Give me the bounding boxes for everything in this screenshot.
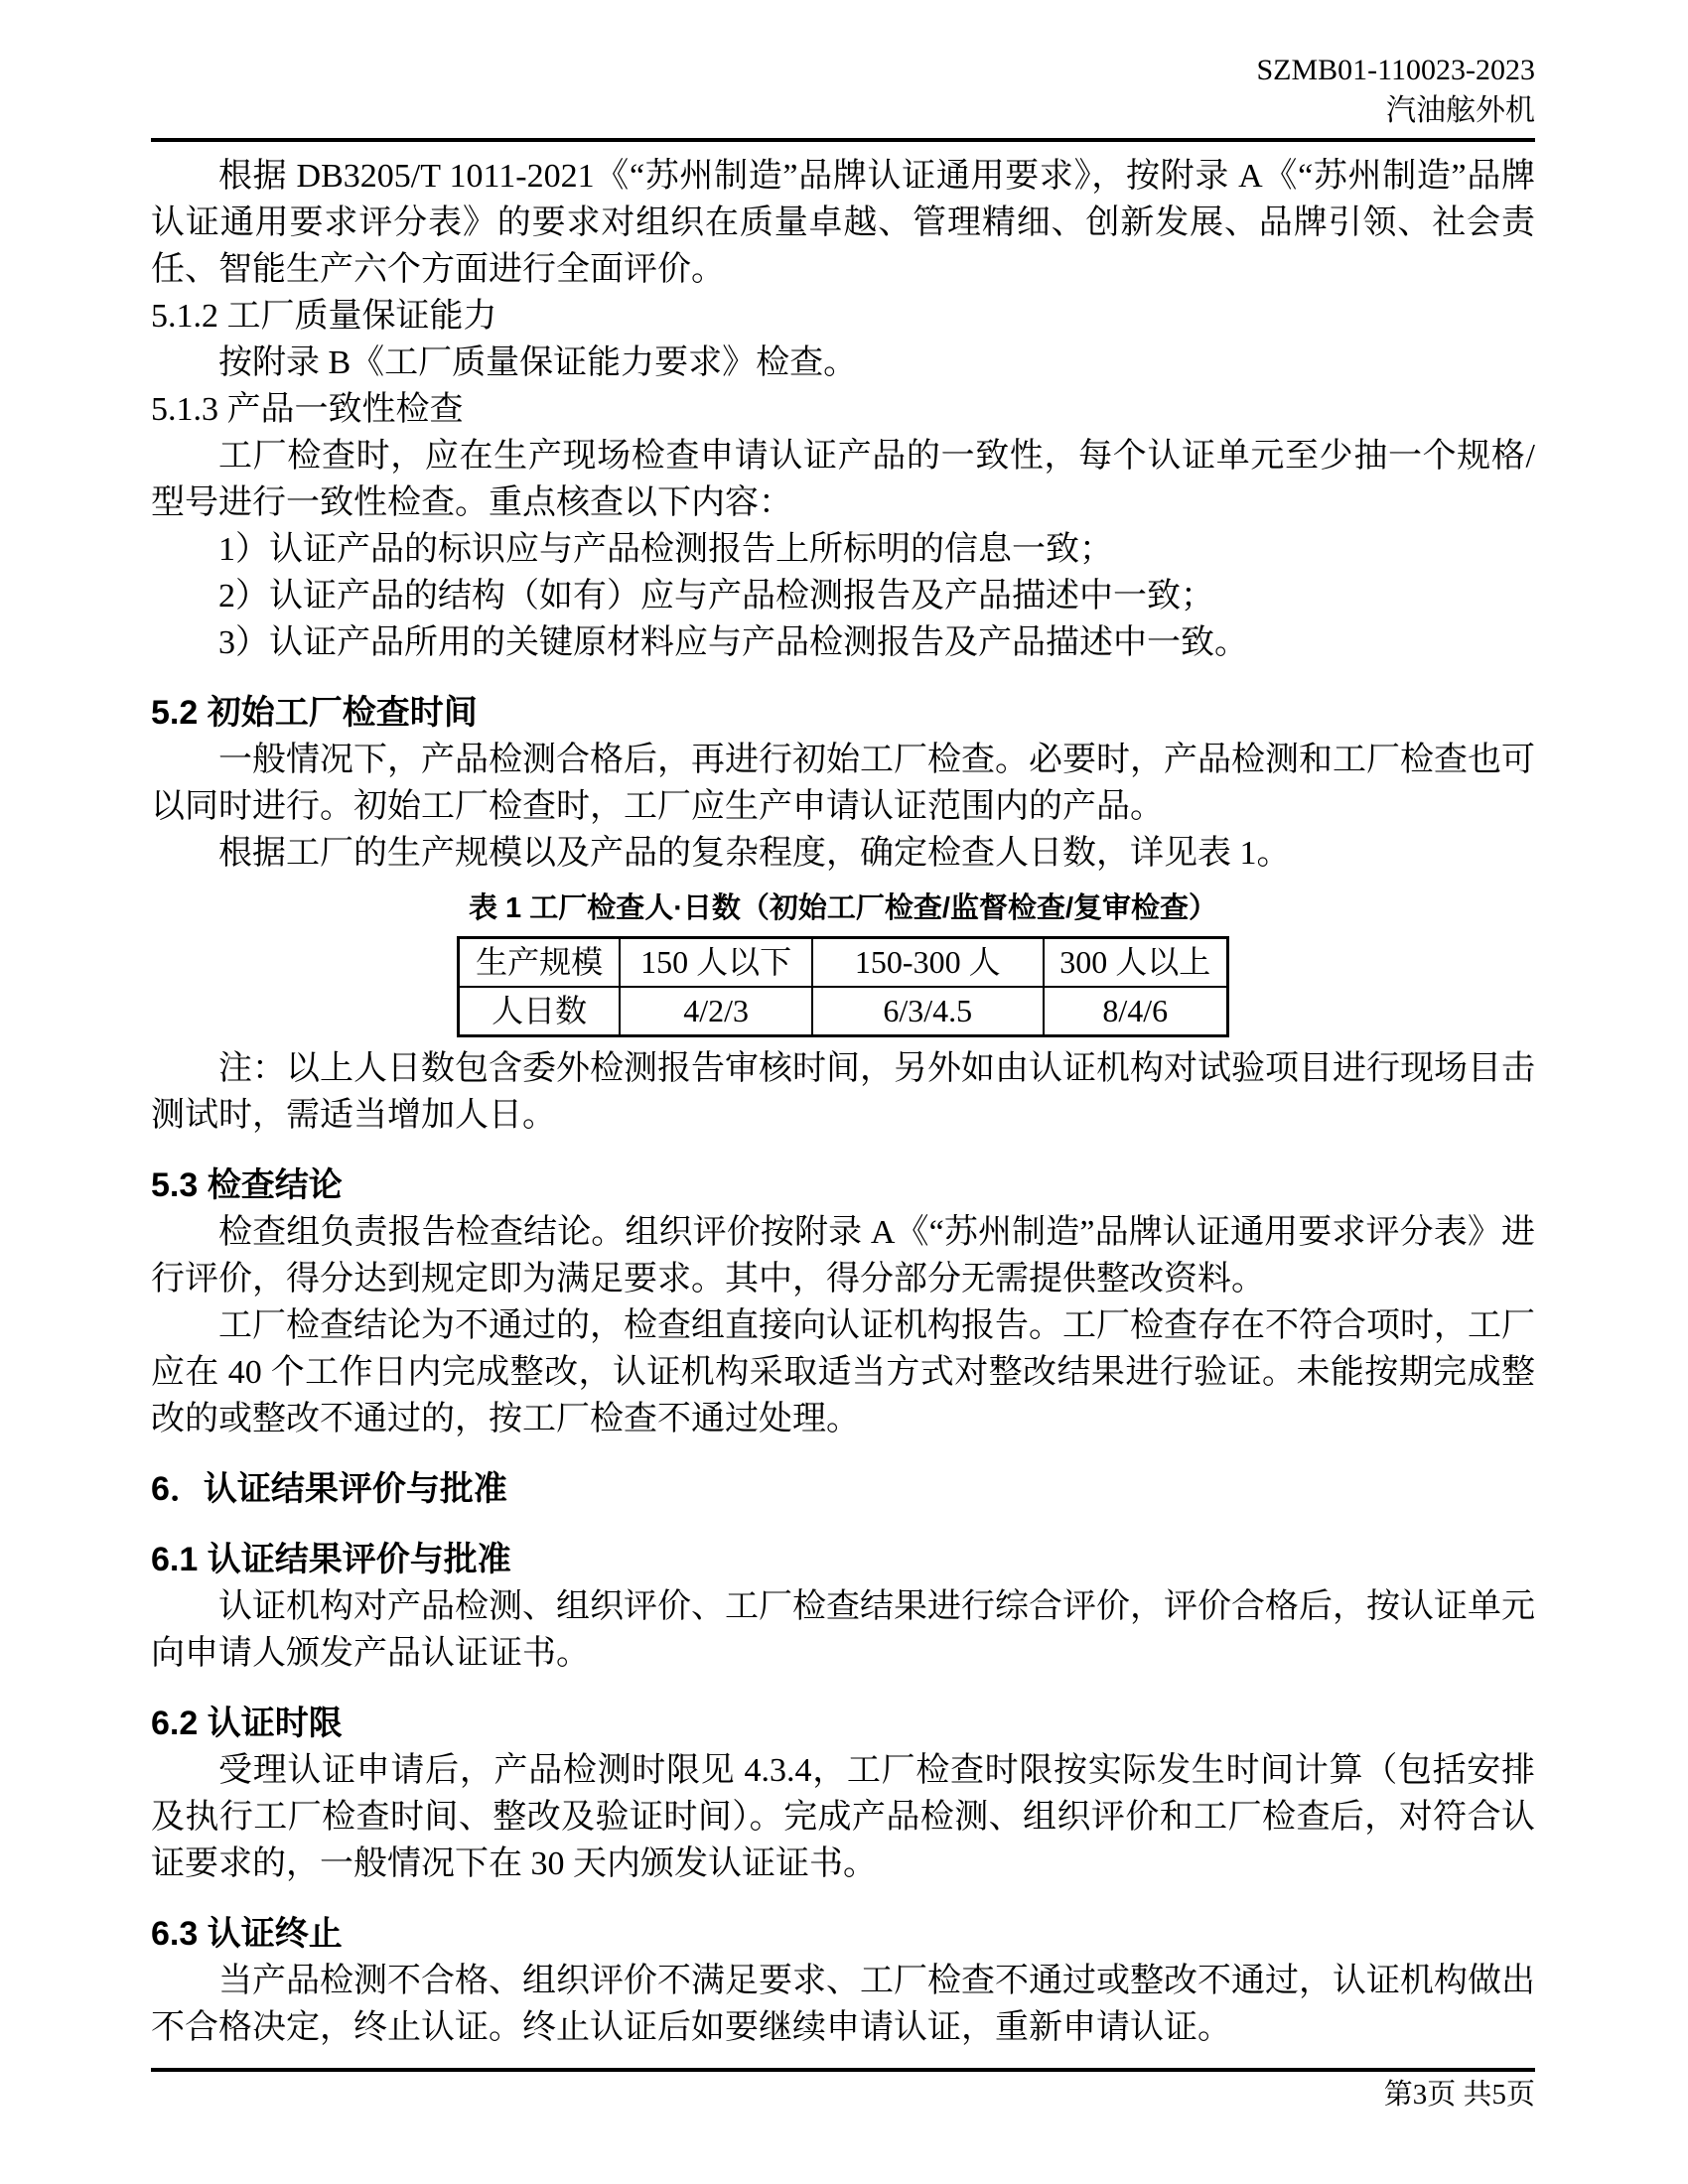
heading-5-1-3: 5.1.3 产品一致性检查 bbox=[151, 391, 464, 428]
table-cell: 人日数 bbox=[459, 987, 621, 1036]
paragraph-5-3-a: 检查组负责报告检查结论。组织评价按附录 A《“苏州制造”品牌认证通用要求评分表》进行评价，得分达到规定即为满足要求。其中，得分部分无需提供整改资料。 bbox=[151, 1214, 1535, 1297]
paragraph-5-1-2: 按附录 B《工厂质量保证能力要求》检查。 bbox=[218, 344, 858, 381]
table-cell: 300 人以上 bbox=[1044, 938, 1228, 988]
paragraph-5-2-b: 根据工厂的生产规模以及产品的复杂程度，确定检查人日数，详见表 1。 bbox=[218, 835, 1291, 872]
table-cell: 6/3/4.5 bbox=[812, 987, 1044, 1036]
table-cell: 8/4/6 bbox=[1044, 987, 1228, 1036]
list-item-2: 2）认证产品的结构（如有）应与产品检测报告及产品描述中一致； bbox=[218, 578, 1214, 614]
paragraph-5-1-3: 工厂检查时，应在生产现场检查申请认证产品的一致性，每个认证单元至少抽一个规格/型号进行一致性检查。重点核查以下内容： bbox=[151, 438, 1535, 521]
heading-5-1-2: 5.1.2 工厂质量保证能力 bbox=[151, 298, 497, 335]
paragraph-6-1: 认证机构对产品检测、组织评价、工厂检查结果进行综合评价，评价合格后，按认证单元向申请人颁发产品认证证书。 bbox=[151, 1588, 1535, 1672]
heading-6-3: 6.3 认证终止 bbox=[151, 1915, 343, 1953]
list-item-1: 1）认证产品的标识应与产品检测报告上所标明的信息一致； bbox=[218, 531, 1113, 568]
doc-number: SZMB01-110023-2023 bbox=[1256, 54, 1535, 86]
heading-5-2: 5.2 初始工厂检查时间 bbox=[151, 694, 478, 732]
page-content-area bbox=[151, 0, 1535, 2051]
page-number: 第3页 共5页 bbox=[1383, 2079, 1535, 2111]
document-body bbox=[151, 153, 1535, 2051]
table-row bbox=[459, 987, 1228, 1036]
paragraph-5-3-b: 工厂检查结论为不通过的，检查组直接向认证机构报告。工厂检查存在不符合项时，工厂应在 40 个工作日内完成整改，认证机构采取适当方式对整改结果进行验证。未能按期完成整改的或整改不通过的，按工厂检查不通过处理。 bbox=[151, 1307, 1535, 1437]
list-item-3: 3）认证产品所用的关键原材料应与产品检测报告及产品描述中一致。 bbox=[218, 624, 1248, 661]
table-cell: 4/2/3 bbox=[620, 987, 812, 1036]
page-footer bbox=[151, 2068, 1535, 2113]
table-row bbox=[459, 938, 1228, 988]
page-header bbox=[151, 0, 1535, 131]
table-cell: 150-300 人 bbox=[812, 938, 1044, 988]
table-cell: 150 人以下 bbox=[620, 938, 812, 988]
table-cell: 生产规模 bbox=[459, 938, 621, 988]
heading-6: 6．认证结果评价与批准 bbox=[151, 1470, 507, 1508]
heading-6-2: 6.2 认证时限 bbox=[151, 1705, 343, 1742]
intro-paragraph: 根据 DB3205/T 1011-2021《“苏州制造”品牌认证通用要求》，按附录 A《“苏州制造”品牌认证通用要求评分表》的要求对组织在质量卓越、管理精细、创新发展、品牌引领、社会责任、智能生产六个方面进行全面评价。 bbox=[151, 158, 1535, 288]
paragraph-6-3: 当产品检测不合格、组织评价不满足要求、工厂检查不通过或整改不通过，认证机构做出不合格决定，终止认证。终止认证后如要继续申请认证，重新申请认证。 bbox=[151, 1963, 1535, 2046]
header-rule bbox=[151, 138, 1535, 142]
paragraph-6-2: 受理认证申请后，产品检测时限见 4.3.4，工厂检查时限按实际发生时间计算（包括安排及执行工厂检查时间、整改及验证时间）。完成产品检测、组织评价和工厂检查后，对符合认证要求的，一般情况下在 30 天内颁发认证证书。 bbox=[151, 1752, 1535, 1882]
heading-6-1: 6.1 认证结果评价与批准 bbox=[151, 1541, 511, 1578]
table-1-caption: 表 1 工厂检查人·日数（初始工厂检查/监督检查/复审检查） bbox=[468, 892, 1217, 924]
doc-product-name: 汽油舷外机 bbox=[1386, 94, 1535, 127]
paragraph-5-2-a: 一般情况下，产品检测合格后，再进行初始工厂检查。必要时，产品检测和工厂检查也可以同时进行。初始工厂检查时，工厂应生产申请认证范围内的产品。 bbox=[151, 742, 1535, 825]
inspection-man-days-table bbox=[457, 936, 1229, 1037]
table-note-paragraph: 注：以上人日数包含委外检测报告审核时间，另外如由认证机构对试验项目进行现场目击测试时，需适当增加人日。 bbox=[151, 1050, 1535, 1134]
heading-5-3: 5.3 检查结论 bbox=[151, 1166, 343, 1204]
